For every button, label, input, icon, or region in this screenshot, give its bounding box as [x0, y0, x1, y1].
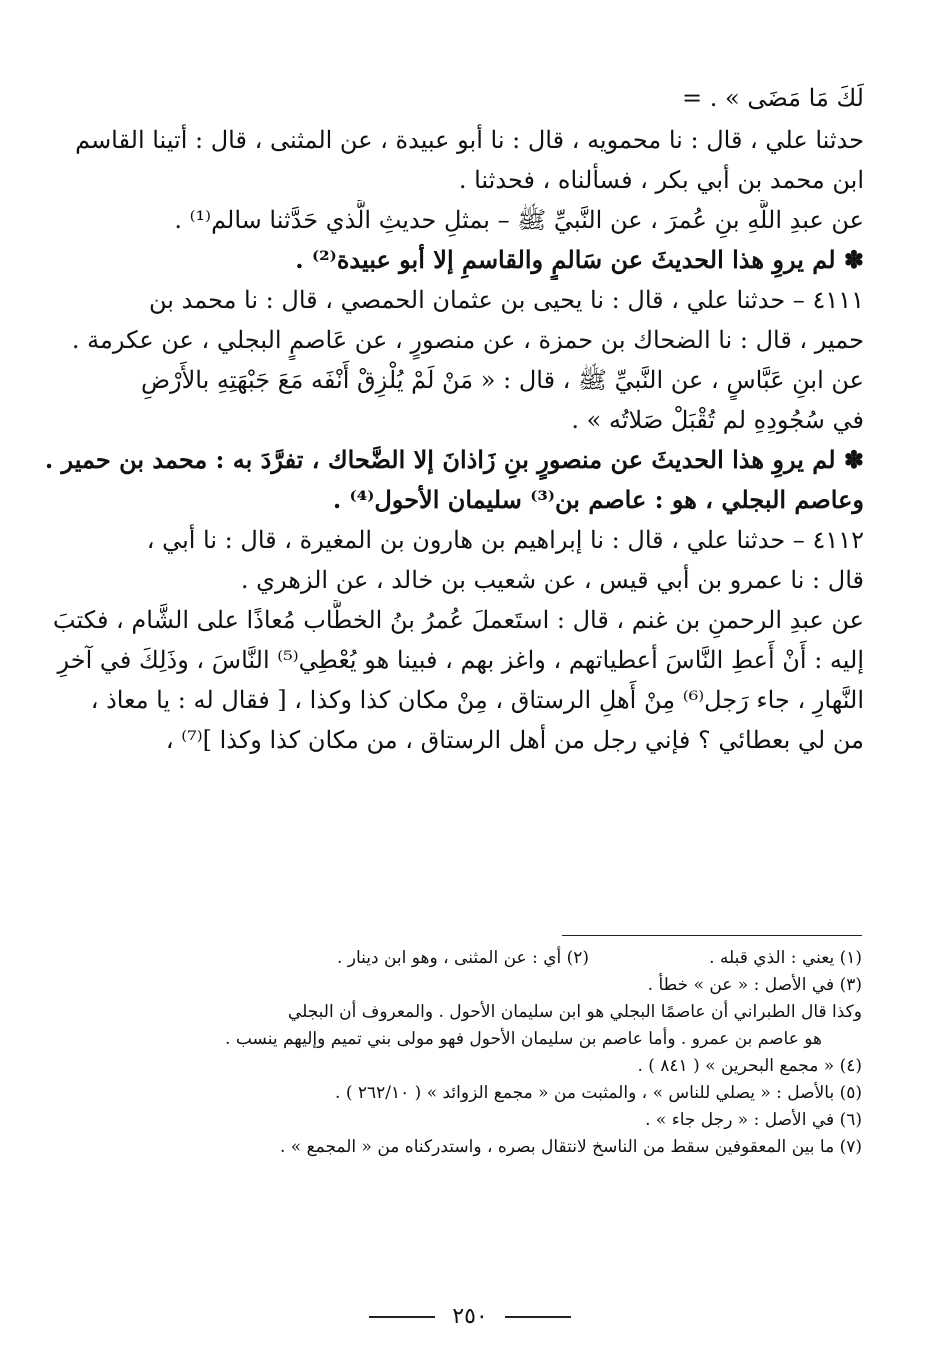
text-line: لَكَ مَا مَضَى » . = — [682, 84, 864, 112]
footnote-3-cont: هو عاصم بن عمرو . وأما عاصم بن سليمان الأحول فهو مولى بني تميم وإليهم ينسب . — [225, 1029, 822, 1049]
main-text — [38, 78, 864, 760]
text-line: ٤١١٢ – حدثنا علي ، قال : نا إبراهيم بن هارون بن المغيرة ، قال : نا أبي ، — [146, 526, 864, 554]
footnote-separator — [562, 935, 862, 936]
footnote-2: (٢) أي : عن المثنى ، وهو ابن دينار . — [336, 948, 590, 968]
text-line: ✽ لم يروِ هذا الحديثَ عن منصورٍ بنِ زَاذانَ إلا الضَّحاك ، تفرَّدَ به : محمد بن حمير . — [44, 445, 864, 474]
text-line: حمير ، قال : نا الضحاك بن حمزة ، عن منصورٍ ، عن عَاصمٍ البجلي ، عن عكرمة . — [71, 326, 864, 354]
text-line: ٤١١١ – حدثنا علي ، قال : نا يحيى بن عثمان الحمصي ، قال : نا محمد بن — [149, 286, 864, 314]
dash-right — [369, 1316, 435, 1318]
footnote-6: (٦) في الأصل : « رجل جاء » . — [645, 1110, 862, 1130]
text-line: قال : نا عمرو بن أبي قيس ، عن شعيب بن خالد ، عن الزهري . — [240, 566, 864, 594]
footnote-row — [38, 945, 862, 972]
page-number: ٢٥٠ — [452, 1304, 488, 1329]
footnote-3: (٣) في الأصل : « عن » خطأ . — [647, 975, 862, 995]
footnote-1: (١) يعني : الذي قبله . — [709, 948, 862, 968]
footnotes — [38, 945, 862, 1161]
footnote-5: (٥) بالأصل : « يصلي للناس » ، والمثبت من « مجمع الزوائد » ( ٢٦٢/١٠ ) . — [335, 1083, 862, 1103]
text-line: في سُجُودِهِ لم تُقْبَلْ صَلاتُه » . — [571, 406, 864, 434]
text-line: النَّهارِ ، جاء رَجل⁽⁶⁾ مِنْ أَهلِ الرستاق ، مِنْ مكان كذا وكذا ، [ فقال له : يا معاذ ، — [90, 686, 864, 714]
text-line: من لي بعطائي ؟ فإني رجل من أهل الرستاق ، من مكان كذا وكذا ]⁽⁷⁾ ، — [165, 726, 864, 754]
text-line: عن عبدِ الرحمنِ بن غنم ، قال : استَعملَ عُمرُ بنُ الخطَّاب مُعاذًا على الشَّام ، فكتبَ — [52, 606, 864, 634]
footnote-4: (٤) « مجمع البحرين » ( ٨٤١ ) . — [637, 1056, 862, 1076]
text-line: إليه : أَنْ أَعطِ النَّاسَ أعطياتهم ، واغز بهم ، فبينا هو يُعْطِي⁽⁵⁾ النَّاسَ ، وذَلِكَ في آخرِ — [57, 646, 864, 674]
footnote-3-cont: وكذا قال الطبراني أن عاصمًا البجلي هو ابن سليمان الأحول . والمعروف أن البجلي — [287, 1002, 862, 1022]
dash-left — [505, 1316, 571, 1318]
text-line: عن عبدِ اللَّهِ بنِ عُمرَ ، عن النَّبيِّ ﷺ – بمثلِ حديثِ الَّذي حَدَّثنا سالم⁽¹⁾ . — [174, 206, 864, 234]
text-line: وعاصم البجلي ، هو : عاصم بن⁽³⁾ سليمان الأحول⁽⁴⁾ . — [332, 485, 864, 514]
text-line: ✽ لم يروِ هذا الحديثَ عن سَالمٍ والقاسمِ إلا أبو عبيدة⁽²⁾ . — [295, 245, 864, 274]
text-line: عن ابنِ عَبَّاسٍ ، عن النَّبيِّ ﷺ ، قال : « مَنْ لَمْ يُلْزِقْ أَنْفَه مَعَ جَبْهَتِهِ بالأَرْضِ — [140, 366, 864, 394]
text-line: ابن محمد بن أبي بكر ، فسألناه ، فحدثنا . — [458, 166, 864, 194]
footnote-7: (٧) ما بين المعقوفين سقط من الناسخ لانتقال بصره ، واستدركناه من « المجمع » . — [279, 1137, 862, 1157]
page-number-footer — [0, 1304, 940, 1329]
text-line: حدثنا علي ، قال : نا محمويه ، قال : نا أبو عبيدة ، عن المثنى ، قال : أتينا القاسم — [75, 126, 864, 154]
